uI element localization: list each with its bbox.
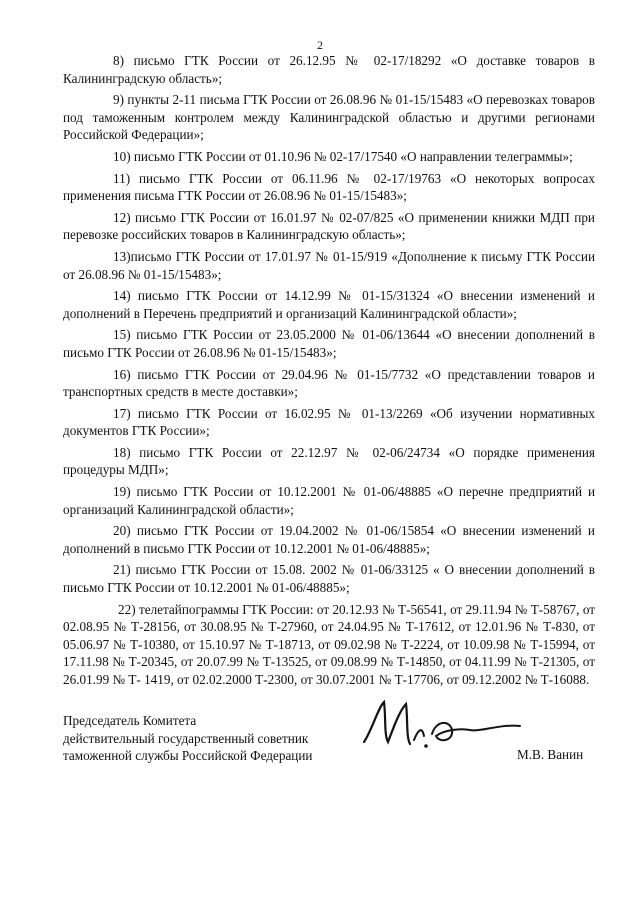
list-item: 12) письмо ГТК России от 16.01.97 № 02-07/825 «О применении книжки МДП при перевозке российских товаров в Калининградскую область»; [63,209,595,243]
list-item: 16) письмо ГТК России от 29.04.96 № 01-15/7732 «О представлении товаров и транспортных средств в месте доставки»; [63,366,595,400]
signatory-title-line: Председатель Комитета [63,713,197,728]
signatory-name: М.В. Ванин [517,747,584,762]
list-item: 18) письмо ГТК России от 22.12.97 № 02-06/24734 «О порядке применения процедуры МДП»; [63,444,595,478]
list-item: 9) пункты 2-11 письма ГТК России от 26.08.96 № 01-15/15483 «О перевозках товаров под таможенным контролем между Калининградской областью и другими регионами Российской Федерации»; [63,92,595,143]
list-item: 14) письмо ГТК России от 14.12.99 № 01-15/31324 «О внесении изменений и дополнений в Перечень предприятий и организаций Калининградской области»; [63,288,595,321]
signatory-title-line: действительный государственный советник [63,730,309,746]
page-number: 2 [317,38,323,52]
list-item: 13)письмо ГТК России от 17.01.97 № 01-15/919 «Дополнение к письму ГТК России от 26.08.96 № 01-15/15483»; [63,248,595,282]
handwritten-signature [350,690,530,760]
list-item: 20) письмо ГТК России от 19.04.2002 № 01-06/15854 «О внесении изменений и дополнений в письмо ГТК России от 10.12.2001 № 01-06/48885»; [63,523,595,556]
list-item: 11) письмо ГТК России от 06.11.96 № 02-17/19763 «О некоторых вопросах применения письма ГТК России от 26.08.96 № 01-15/15483»; [63,170,595,204]
list-item: 21) письмо ГТК России от 15.08. 2002 № 01-06/33125 « О внесении дополнений в письмо ГТК России от 10.12.2001 № 01-06/48885»; [63,562,595,596]
list-item: 19) письмо ГТК России от 10.12.2001 № 01-06/48885 «О перечне предприятий и организаций Калининградской области»; [63,484,595,517]
document-list [63,52,595,693]
list-item: 15) письмо ГТК России от 23.05.2000 № 01-06/13644 «О внесении дополнений в письмо ГТК России от 26.08.96 № 01-15/15483»; [63,327,595,360]
list-item: 22) телетайпограммы ГТК России: от 20.12.93 № Т-56541, от 29.11.94 № Т-58767, от 02.08.95 № Т-28156, от 30.08.95 № Т-27960, от 24.04.95 № Т-17612, от 12.01.96 № Т-830, от 05.06.97 № Т-10380, от 15.10.97 № Т-18713, от 09.02.98 № Т-2224, от 10.09.98 № Т-15994, от 17.11.98 № Т-20345, от 20.07.99 № Т-13525, от 09.08.99 № Т-14850, от 04.11.99 № Т-21305, от 26.01.99 № Т- 1419, от 02.02.2000 Т-2300, от 30.07.2001 № Т-17706, от 09.12.2002 № Т-16088. [63,601,595,687]
list-item: 17) письмо ГТК России от 16.02.95 № 01-13/2269 «Об изучении нормативных документов ГТК России»; [63,405,595,439]
signatory-title-line: таможенной службы Российской Федерации [63,748,313,764]
list-item: 10) письмо ГТК России от 01.10.96 № 02-17/17540 «О направлении телеграммы»; [113,148,573,164]
list-item: 8) письмо ГТК России от 26.12.95 № 02-17/18292 «О доставке товаров в Калининградскую область»; [63,53,595,86]
